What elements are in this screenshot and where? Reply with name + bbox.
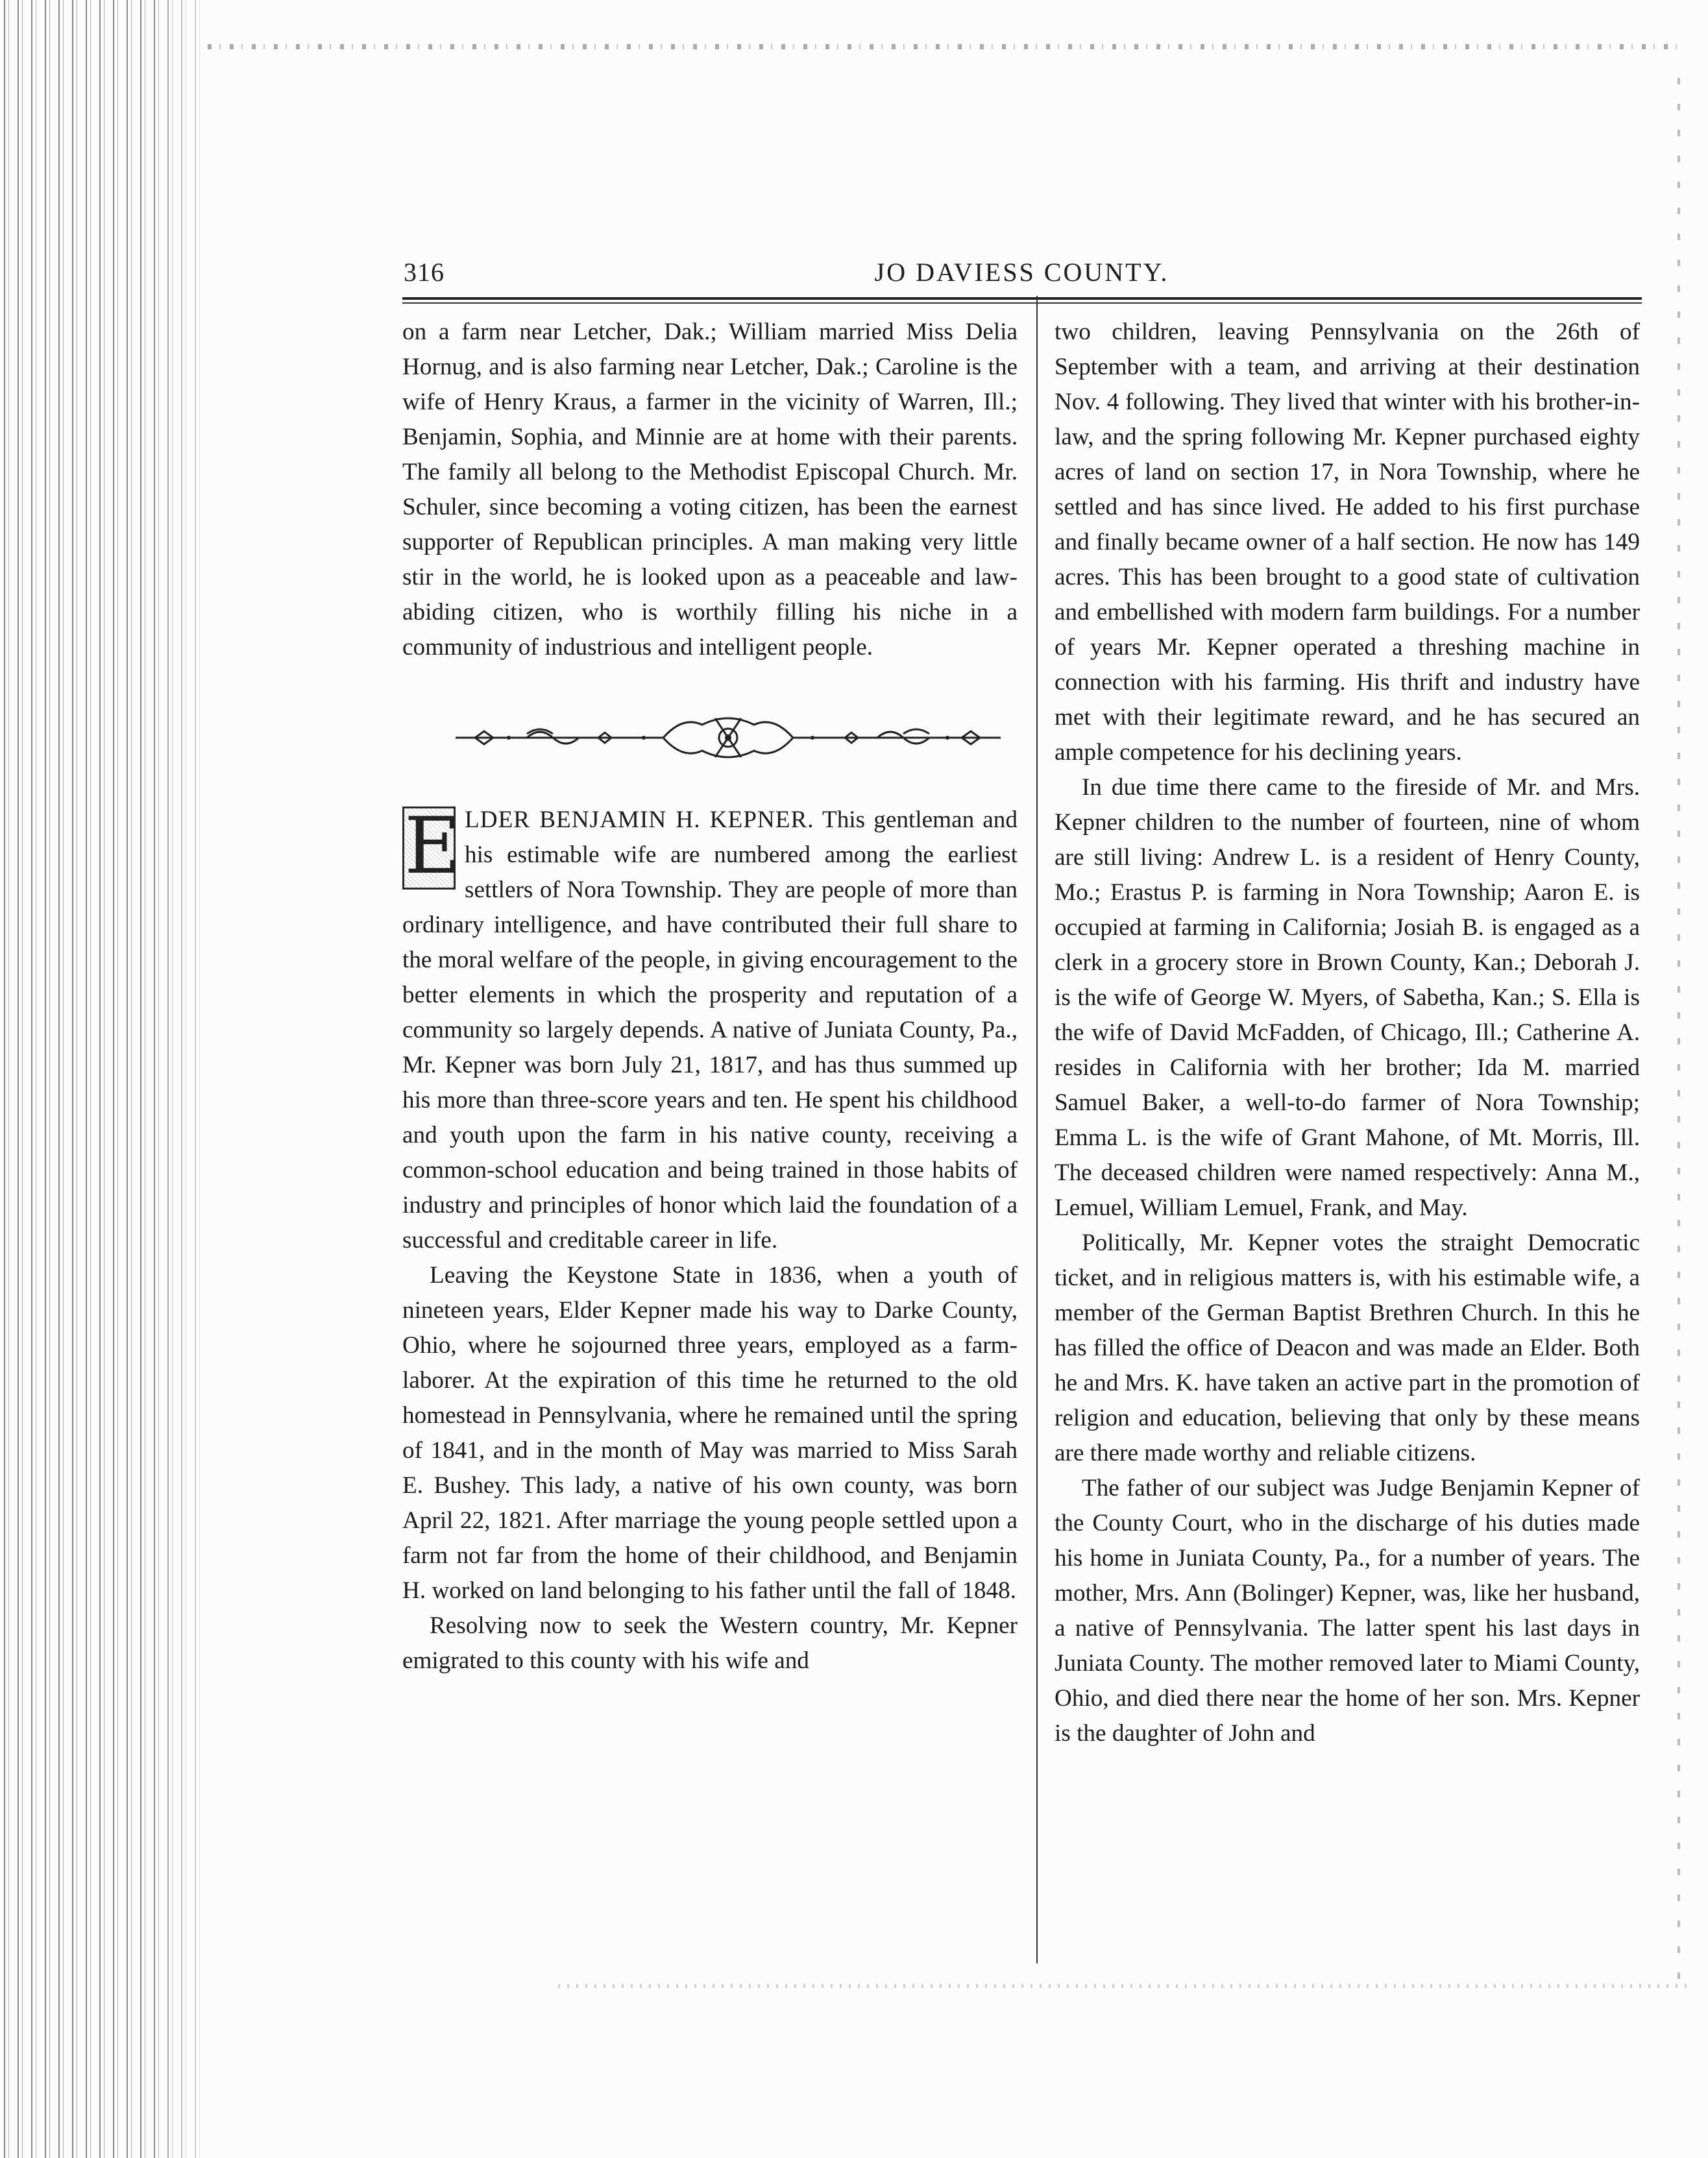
ornamental-divider-icon	[449, 712, 1007, 764]
right-paragraph-4: The father of our subject was Judge Benjamin Kepner of the County Court, who in the discharge of his duties made his home in Juniata County, Pa., for a number of years. The mother, Mrs. Ann (Bolinger) Kepner, was, like her husband, a native of Pennsylvania. The latter spent his last days in Juniata County. The mother removed later to Miami County, Ohio, and died there near the home of her son. Mrs. Kepner is the daughter of John and	[1055, 1475, 1640, 1747]
left-paragraph-2-text: This gentleman and his estimable wife are numbered among the earliest settlers of Nora Township. They are people of more than ordinary intelligence, and have contributed their full share to the moral welfare of the people, in giving encouragement to the better elements in which the prosperity and reputation of a community so largely depends. A native of Juniata County, Pa., Mr. Kepner was born July 21, 1817, and has thus summed up his more than three-score years and ten. He spent his childhood and youth upon the farm in his native county, receiving a common-school education and being trained in those habits of industry and principles of honor which laid the foundation of a successful and creditable career in life.	[402, 806, 1018, 1254]
left-paragraph-4: Resolving now to seek the Western country, Mr. Kepner emigrated to this county with his wife and	[402, 1612, 1018, 1674]
drop-cap-letter: E	[402, 806, 456, 890]
column-divider	[1036, 296, 1038, 1963]
biography-name: LDER BENJAMIN H. KEPNER.	[465, 806, 814, 833]
header-rule-thick	[402, 297, 1642, 300]
left-column	[402, 315, 1018, 1679]
right-paragraph-1: two children, leaving Pennsylvania on the 26th of September with a team, and arriving at their destination Nov. 4 following. They lived that winter with his brother-in-law, and the spring following Mr. Kepner purchased eighty acres of land on section 17, in Nora Township, where he settled and has since lived. He added to his first purchase and finally became owner of a half section. He now has 149 acres. This has been brought to a good state of cultivation and embellished with modern farm buildings. For a number of years Mr. Kepner operated a threshing machine in connection with his farming. His thrift and industry have met with their legitimate reward, and he has secured an ample competence for his declining years.	[1055, 319, 1640, 766]
header-rule-thin	[402, 302, 1642, 304]
page-header	[404, 257, 1640, 296]
right-column	[1055, 315, 1640, 1751]
left-paragraph-1: on a farm near Letcher, Dak.; William married Miss Delia Hornug, and is also farming near Letcher, Dak.; Caroline is the wife of Henry Kraus, a farmer in the vicinity of Warren, Ill.; Benjamin, Sophia, and Minnie are at home with their parents. The family all belong to the Methodist Episcopal Church. Mr. Schuler, since becoming a voting citizen, has been the earnest supporter of Republican principles. A man making very little stir in the world, he is looked upon as a peaceable and law-abiding citizen, who is worthily filling his niche in a community of industrious and intelligent people.	[402, 319, 1018, 661]
right-paragraph-3: Politically, Mr. Kepner votes the straight Democratic ticket, and in religious matters is, with his estimable wife, a member of the German Baptist Brethren Church. In this he has filled the office of Deacon and was made an Elder. Both he and Mrs. K. have taken an active part in the promotion of religion and education, believing that only by these means are there made worthy and reliable citizens.	[1055, 1230, 1640, 1466]
running-head: JO DAVIESS COUNTY.	[874, 258, 1169, 287]
page-number: 316	[404, 258, 445, 287]
right-paragraph-2: In due time there came to the fireside of Mr. and Mrs. Kepner children to the number of fourteen, nine of whom are still living: Andrew L. is a resident of Henry County, Mo.; Erastus P. is farming in Nora Township; Aaron E. is occupied at farming in California; Josiah B. is engaged as a clerk in a grocery store in Brown County, Kan.; Deborah J. is the wife of George W. Myers, of Sabetha, Kan.; S. Ella is the wife of David McFadden, of Chicago, Ill.; Catherine A. resides in California with her brother; Ida M. married Samuel Baker, a well-to-do farmer of Nora Township; Emma L. is the wife of Grant Mahone, of Mt. Morris, Ill. The deceased children were named respectively: Anna M., Lemuel, William Lemuel, Frank, and May.	[1055, 774, 1640, 1221]
top-scan-artifact	[208, 44, 1681, 49]
book-binding-scan-artifact	[0, 0, 208, 2158]
left-paragraph-3: Leaving the Keystone State in 1836, when a youth of nineteen years, Elder Kepner made his way to Darke County, Ohio, where he sojourned three years, employed as a farm-laborer. At the expiration of this time he returned to the old homestead in Pennsylvania, where he remained until the spring of 1841, and in the month of May was married to Miss Sarah E. Bushey. This lady, a native of his own county, was born April 22, 1821. After marriage the young people settled upon a farm not far from the home of their childhood, and Benjamin H. worked on land belonging to his father until the fall of 1848.	[402, 1262, 1018, 1604]
right-edge-scan-artifact	[1678, 78, 1680, 1998]
left-paragraph-2	[402, 803, 1018, 1258]
bottom-scan-artifact	[558, 1984, 1694, 1988]
